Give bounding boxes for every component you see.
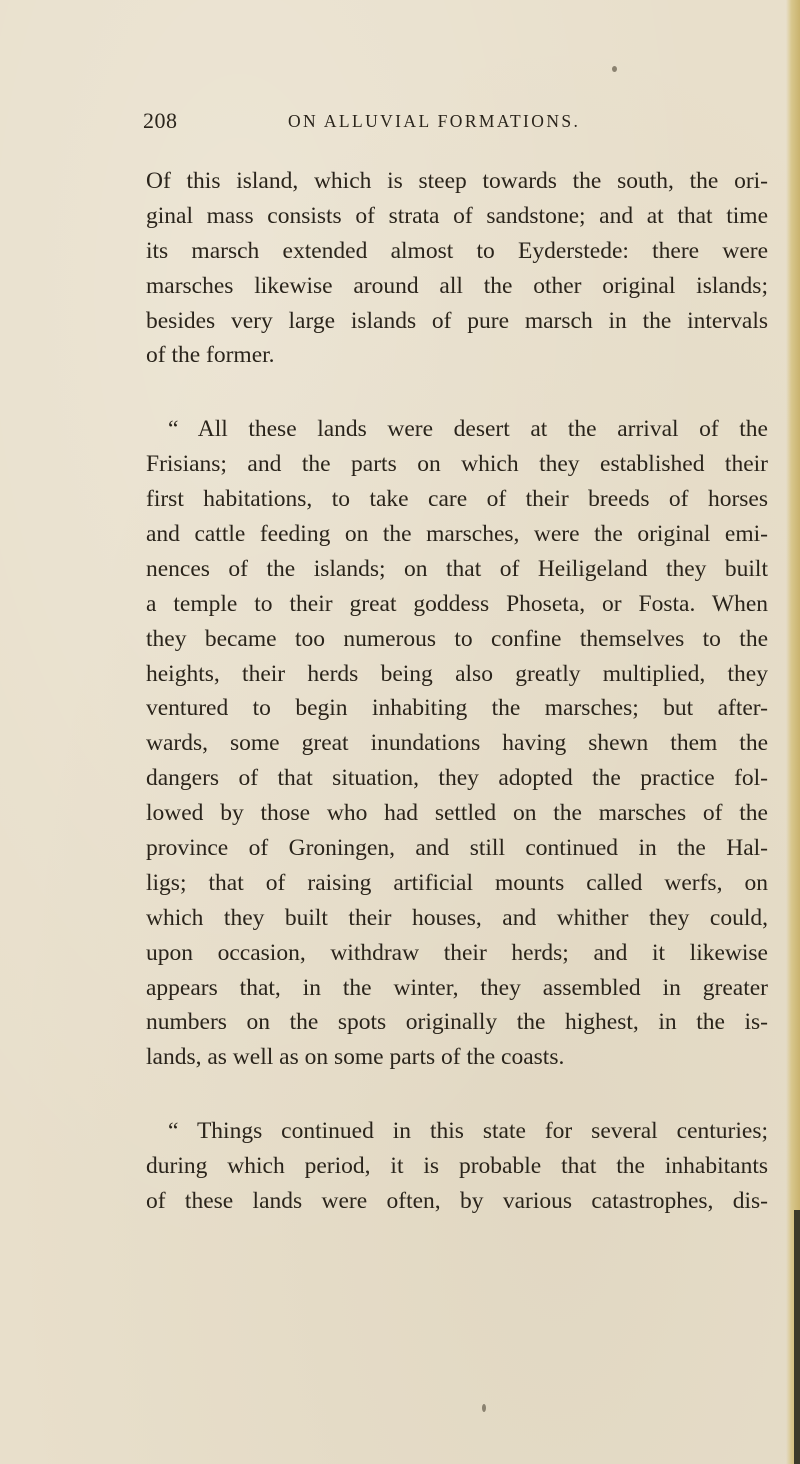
paragraph	[146, 412, 768, 1075]
text-line: lowed by those who had settled on the marsches of the	[146, 800, 768, 827]
paragraph	[146, 164, 768, 373]
page-number: 208	[143, 108, 178, 133]
text-line: which they built their houses, and whither they could,	[146, 904, 768, 931]
paper-speck	[612, 66, 617, 72]
text-line: upon occasion, withdraw their herds; and it likewise	[146, 939, 768, 966]
text-line: first habitations, to take care of their breeds of horses	[146, 486, 768, 513]
text-line: nences of the islands; on that of Heiligeland they built	[146, 555, 768, 582]
text-line: wards, some great inundations having shewn them the	[146, 730, 768, 757]
text-line: they became too numerous to confine themselves to the	[146, 625, 768, 652]
text-line: Of this island, which is steep towards the south, the ori-	[146, 168, 768, 194]
text-line: numbers on the spots originally the highest, in the is-	[146, 1009, 768, 1036]
text-line: ginal mass consists of strata of sandstone; and at that time	[146, 202, 768, 229]
text-line: Frisians; and the parts on which they established their	[146, 451, 768, 478]
paragraph	[146, 1114, 768, 1219]
text-line: and cattle feeding on the marsches, were the original emi-	[146, 521, 768, 548]
text-line: “ All these lands were desert at the arrival of the	[168, 416, 768, 443]
text-line: lands, as well as on some parts of the coasts.	[146, 1044, 565, 1071]
text-line: heights, their herds being also greatly multiplied, they	[146, 660, 768, 687]
text-line: province of Groningen, and still continued in the Hal-	[146, 835, 768, 862]
text-line: appears that, in the winter, they assembled in greater	[146, 974, 768, 1001]
text-line: ligs; that of raising artificial mounts called werfs, on	[146, 869, 768, 896]
text-line: dangers of that situation, they adopted the practice fol-	[146, 765, 768, 792]
text-line: during which period, it is probable that the inhabitants	[146, 1153, 768, 1180]
text-line: of these lands were often, by various catastrophes, dis-	[146, 1188, 768, 1215]
text-line: besides very large islands of pure marsch in the intervals	[146, 307, 768, 334]
text-line: “ Things continued in this state for several centuries;	[168, 1118, 768, 1145]
body-text	[146, 164, 768, 1219]
text-line: ventured to begin inhabiting the marsches; but after-	[146, 695, 768, 722]
text-line: marsches likewise around all the other original islands;	[146, 272, 768, 299]
page-edge-shadow	[794, 1210, 800, 1464]
text-line: a temple to their great goddess Phoseta, or Fosta. When	[146, 590, 768, 617]
page-header	[143, 108, 663, 138]
text-line: its marsch extended almost to Eyderstede: there were	[146, 237, 768, 264]
paper-speck	[482, 1404, 486, 1412]
running-head: ON ALLUVIAL FORMATIONS.	[288, 111, 581, 131]
text-line: of the former.	[146, 342, 275, 369]
